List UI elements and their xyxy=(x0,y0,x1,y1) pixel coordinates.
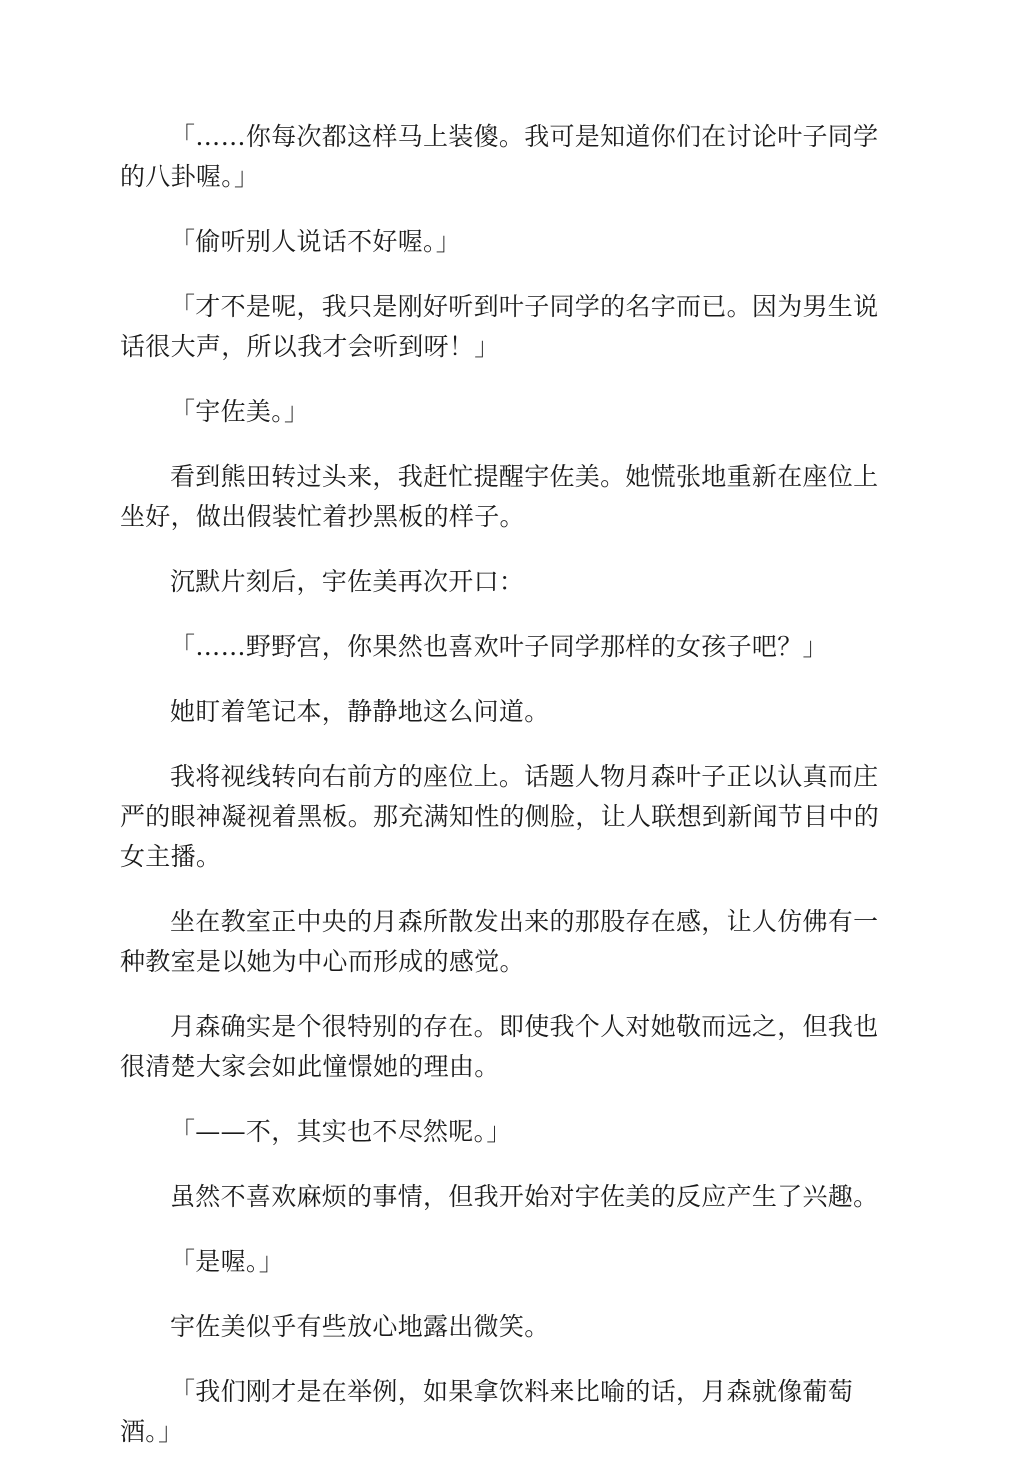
paragraph: 「是喔。」 xyxy=(170,1247,285,1276)
paragraph: 宇佐美似乎有些放心地露出微笑。 xyxy=(170,1312,550,1341)
paragraph: 「才不是呢，我只是刚好听到叶子同学的名字而已。因为男生说话很大声，所以我才会听到呀！」 xyxy=(120,292,879,361)
paragraph: 她盯着笔记本，静静地这么问道。 xyxy=(170,697,550,726)
paragraph: 看到熊田转过头来，我赶忙提醒宇佐美。她慌张地重新在座位上坐好，做出假装忙着抄黑板的样子。 xyxy=(120,462,879,531)
document-page xyxy=(120,117,900,1477)
paragraph: 「偷听别人说话不好喔。」 xyxy=(170,227,462,256)
paragraph: 坐在教室正中央的月森所散发出来的那股存在感，让人仿佛有一种教室是以她为中心而形成的感觉。 xyxy=(120,907,879,976)
paragraph: 月森确实是个很特别的存在。即使我个人对她敬而远之，但我也很清楚大家会如此憧憬她的理由。 xyxy=(120,1012,879,1081)
paragraph: 「我们刚才是在举例，如果拿饮料来比喻的话，月森就像葡萄酒。」 xyxy=(120,1377,854,1446)
paragraph: 「——不，其实也不尽然呢。」 xyxy=(170,1117,512,1146)
paragraph: 沉默片刻后，宇佐美再次开口： xyxy=(170,567,525,596)
paragraph: 「宇佐美。」 xyxy=(170,397,310,426)
paragraph: 「……野野宫，你果然也喜欢叶子同学那样的女孩子吧？」 xyxy=(170,632,828,661)
paragraph: 「……你每次都这样马上装傻。我可是知道你们在讨论叶子同学的八卦喔。」 xyxy=(120,122,879,191)
paragraph: 虽然不喜欢麻烦的事情，但我开始对宇佐美的反应产生了兴趣。 xyxy=(170,1182,879,1211)
paragraph: 我将视线转向右前方的座位上。话题人物月森叶子正以认真而庄严的眼神凝视着黑板。那充满知性的侧脸，让人联想到新闻节目中的女主播。 xyxy=(120,762,880,871)
